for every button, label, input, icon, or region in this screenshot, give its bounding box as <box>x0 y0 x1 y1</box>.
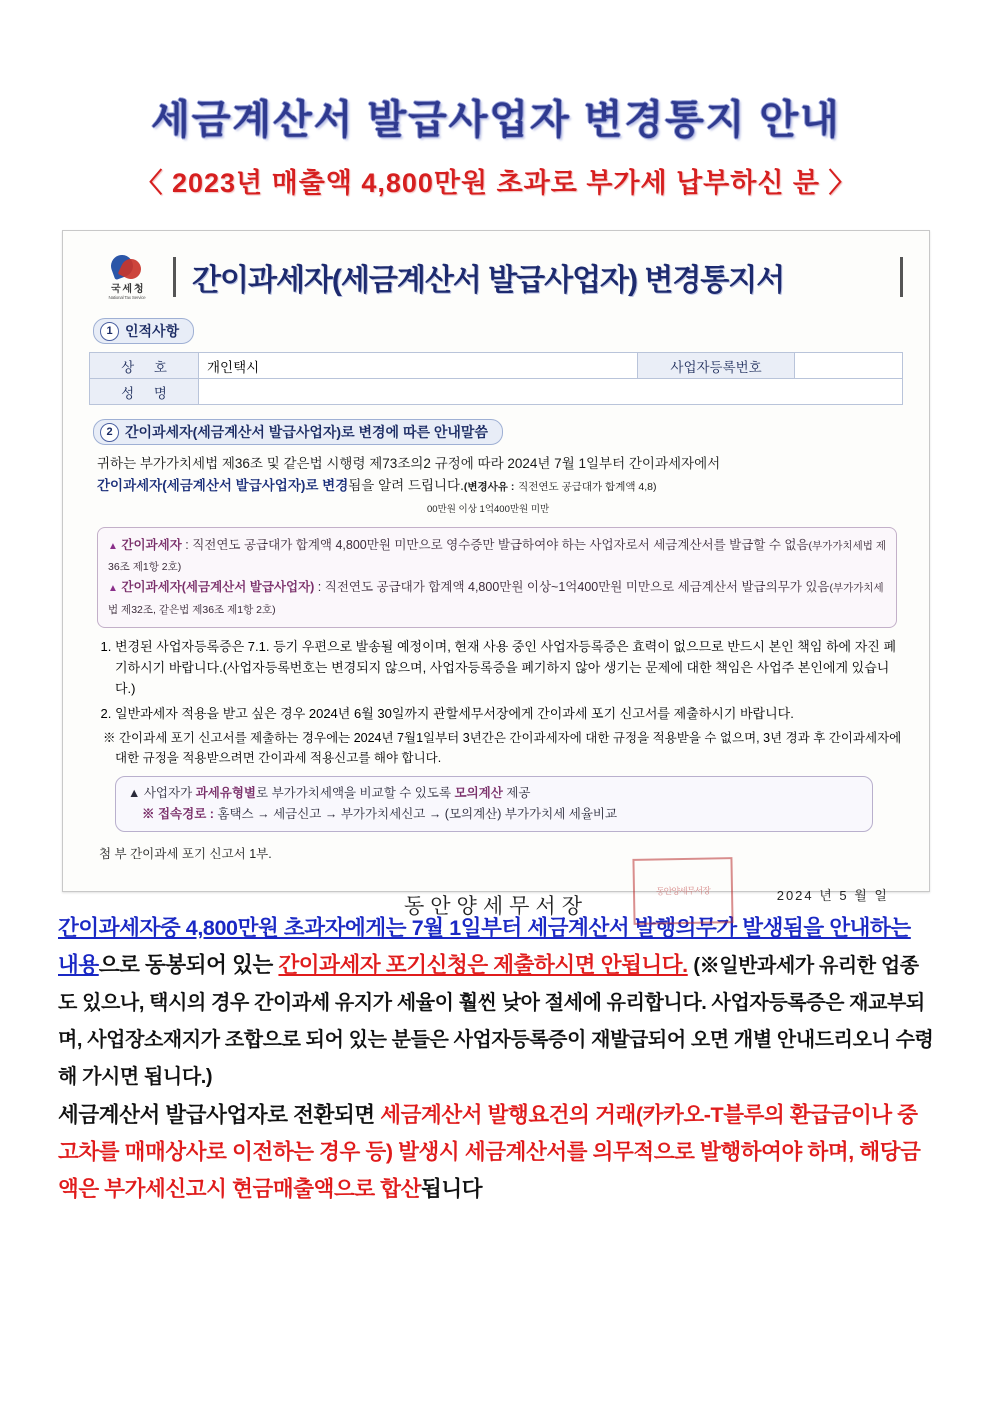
triangle-icon: ▲ <box>108 540 118 552</box>
simulation-bold-1: 과세유형별 <box>195 785 257 800</box>
signature-row <box>89 868 903 920</box>
attachment-line: 첨 부 간이과세 포기 신고서 1부. <box>99 847 272 862</box>
table-row <box>90 379 903 405</box>
simulation-post: 제공 <box>502 785 531 800</box>
list-item: 2. 일반과세자 적용을 받고 싶은 경우 2024년 6월 30일까지 관할세무서장에게 간이과세 포기 신고서를 제출하시기 바랍니다. <box>115 703 903 724</box>
simulation-line-1 <box>128 783 860 804</box>
page-title: 세금계산서 발급사업자 변경통지 안내 <box>151 98 841 142</box>
notice-intro <box>89 451 903 519</box>
business-name-label: 상 호 <box>90 353 199 379</box>
access-path-value: 홈택스 → 세금신고 → 부가가치세신고 → (모의계산) 부가가치세 세율비교 <box>217 807 618 822</box>
triangle-icon: ▲ <box>108 583 118 595</box>
definition-box <box>97 527 897 628</box>
agency-name-ko: 국 세 청 <box>110 284 144 295</box>
page-subtitle: 〈 2023년 매출액 4,800만원 초과로 부가세 납부하신 분 〉 <box>135 168 857 198</box>
notice-intro-rest: 됨을 알려 드립니다. <box>348 478 464 494</box>
commentary-paragraph-1 <box>58 910 934 1095</box>
simulation-bold-2: 모의계산 <box>454 785 503 800</box>
notice-intro-line1: 귀하는 부가가치세법 제36조 및 같은법 시행령 제73조의2 규정에 따라 2024년 7월 1일부터 간이과세자에서 <box>97 456 721 472</box>
commentary-paragraph-2 <box>58 1097 934 1208</box>
commentary-red-underline: 간이과세자 포기신청은 제출하시면 안됩니다. <box>278 952 688 977</box>
nts-logo <box>95 253 159 300</box>
business-number-value <box>795 353 903 379</box>
issue-date: 2024 년 5 월 일 <box>776 888 889 904</box>
notice-title: 간이과세자(세금계산서 발급사업자) 변경통지서 <box>192 263 785 297</box>
agency-name-en: National Tax Service <box>108 294 146 300</box>
commentary-block <box>58 910 934 1208</box>
notice-asterisk-note: ※ 간이과세 포기 신고서를 제출하는 경우에는 2024년 7월1일부터 3년간은 간이과세자에 대한 규정을 적용받을 수 없으며, 3년 경과 후 간이과세자에 대한 규정을 적용받으려면 간이과세 적용신고를 해야 합니다. <box>103 730 902 765</box>
definition-1-text: : 직전연도 공급대가 합계액 4,800만원 미만으로 영수증만 발급하여야 하는 사업자로서 세금계산서를 발급할 수 없음 <box>181 537 809 552</box>
access-path-label: ※ 접속경로 : <box>142 807 214 822</box>
person-info-table <box>89 352 903 405</box>
simulation-line-2 <box>128 804 860 825</box>
reason-value-2: 00만원 이상 1억400만원 미만 <box>427 503 550 515</box>
table-row <box>90 353 903 379</box>
commentary-black-3: 됩니다 <box>421 1176 483 1201</box>
notice-numbered-list <box>89 636 903 724</box>
header-divider-right <box>900 257 903 297</box>
definition-2-title: 간이과세자(세금계산서 발급사업자) <box>121 580 315 595</box>
definition-item-2 <box>108 577 886 620</box>
header-divider-left <box>173 257 176 297</box>
definition-item-1 <box>108 535 886 578</box>
tax-office-name: 동안양세무서장 <box>403 895 588 919</box>
definition-1-law: (부가가치세법 제 36조 제1항 2호) <box>108 539 886 574</box>
definition-2-text: : 직전연도 공급대가 합계액 4,800만원 이상~1억400만원 미만으로 세금계산서 발급의무가 있음 <box>314 580 830 595</box>
reason-close: ) <box>653 481 657 494</box>
commentary-blue-underline: 간이과세자중 4,800만원 초과자에게는 7월 1일부터 세금계산서 발행의무가 발생됨을 안내하는 내용 <box>58 916 911 977</box>
section-2-text: 간이과세자(세금계산서 발급사업자)로 변경에 따른 안내말씀 <box>125 424 488 441</box>
section-2-number: 2 <box>100 423 119 442</box>
business-name-value: 개인택시 <box>199 353 638 379</box>
section-1-text: 인적사항 <box>125 323 180 340</box>
reason-value: 직전연도 공급대가 합계액 4,8 <box>518 481 653 494</box>
commentary-black-1: 으로 동봉되어 있는 <box>98 952 279 977</box>
list-item: 1. 변경된 사업자등록증은 7.1. 등기 우편으로 발송될 예정이며, 현재 사용 중인 사업자등록증은 효력이 없으므로 반드시 본인 책임 하에 자진 폐기하시기 바랍니다.(사업자등록번호는 변경되지 않으며, 사업자등록증을 폐기하지 않아 생기는 문제에 대한 책임은 사업주 본인에게 있습니다.) <box>115 636 903 699</box>
definition-2-law: (부가가치세법 제32조, 같은법 제36조 제1항 2호) <box>108 582 884 616</box>
reason-label: (변경사유 : <box>463 481 515 494</box>
commentary-black-2: 세금계산서 발급사업자로 전환되면 <box>58 1102 381 1127</box>
notice-header <box>89 249 903 308</box>
definition-1-title: 간이과세자 <box>121 537 182 552</box>
official-seal: 동안양세무서장 <box>632 858 733 926</box>
section-1-label <box>93 318 194 344</box>
commentary-red-2: 세금계산서 발행요건의 거래(카카오-T블루의 환급금이나 중고차를 매매상사로 이전하는 경우 등) 발생시 세금계산서를 의무적으로 발행하여야 하며, 해당금액은 부가세신고시 현금매출액으로 합산 <box>58 1102 921 1201</box>
simulation-mid: 로 부가가치세액을 비교할 수 있도록 <box>256 785 455 800</box>
scanned-notice-image <box>62 230 930 919</box>
simulation-info-box <box>115 776 873 833</box>
owner-name-value <box>199 379 903 405</box>
nts-emblem-icon <box>110 253 144 283</box>
section-2-label <box>93 419 503 445</box>
section-1-number: 1 <box>100 322 119 341</box>
commentary-parenthetical: (※일반과세가 유리한 업종도 있으나, 택시의 경우 간이과세 유지가 세율이 훨씬 낮아 절세에 유리합니다. 사업자등록증은 재교부되며, 사업장소재지가 조합으로 되어 있는 분들은 사업자등록증이 재발급되어 오면 개별 안내드리오니 수령해 가시면 됩니다.) <box>58 954 934 1088</box>
owner-name-label: 성 명 <box>90 379 199 405</box>
notice-intro-strong: 간이과세자(세금계산서 발급사업자)로 변경 <box>97 478 349 494</box>
business-number-label: 사업자등록번호 <box>638 353 795 379</box>
simulation-prefix: ▲ 사업자가 <box>128 785 196 800</box>
